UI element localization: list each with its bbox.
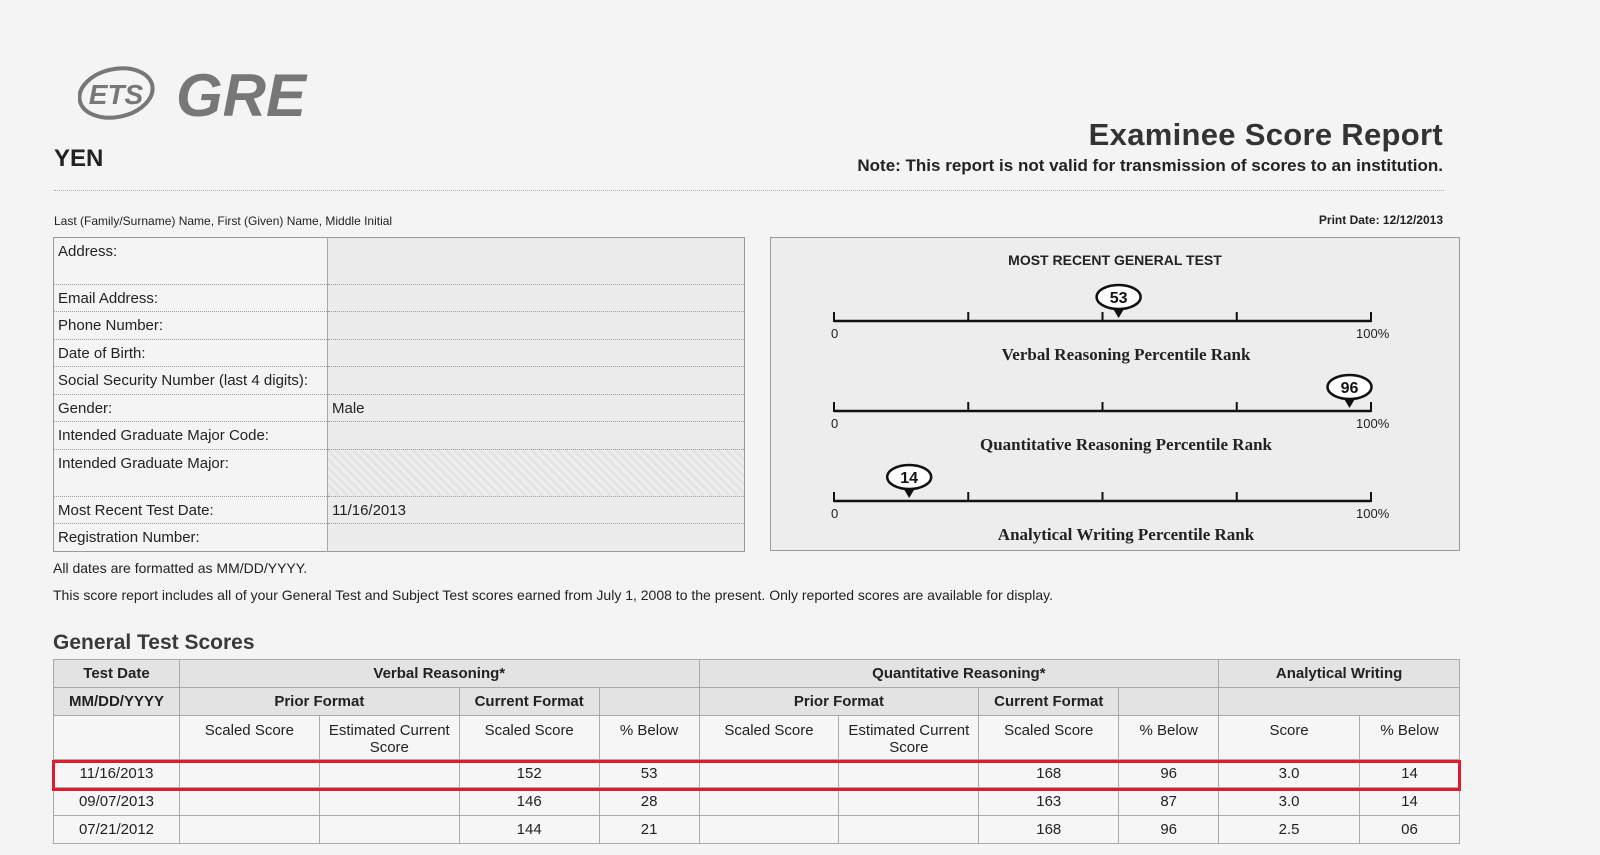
info-value-redacted — [328, 449, 745, 496]
cell-v-scaled: 146 — [459, 788, 599, 816]
report-title: Examinee Score Report — [1088, 117, 1443, 152]
info-label: Registration Number: — [54, 524, 328, 552]
cell-w-score: 3.0 — [1219, 760, 1360, 788]
general-test-scores-table — [53, 659, 1460, 844]
cell-w-below: 14 — [1360, 788, 1460, 816]
cell-q-below: 87 — [1119, 788, 1219, 816]
cell-v-below: 21 — [599, 816, 699, 844]
info-value — [328, 367, 745, 395]
report-note: Note: This report is not valid for transmission of scores to an institution. — [857, 156, 1443, 175]
percentile-marker-value: 96 — [1340, 380, 1359, 397]
header-writing: Analytical Writing — [1219, 660, 1460, 688]
header-divider — [54, 190, 1444, 191]
cell-date: 09/07/2013 — [54, 788, 180, 816]
header-verbal-prior: Prior Format — [179, 688, 459, 716]
cell-v-prior — [179, 816, 319, 844]
header-test-date: Test Date — [54, 660, 180, 688]
info-label: Social Security Number (last 4 digits): — [54, 367, 328, 395]
name-caption: Last (Family/Surname) Name, First (Given) Name, Middle Initial — [54, 214, 393, 228]
scale-min-label: 0 — [831, 416, 839, 431]
header-row-columns — [54, 716, 1460, 760]
logo-ets-text: ETS — [88, 79, 144, 110]
info-row-gender — [54, 394, 745, 422]
info-row-major-code — [54, 422, 745, 450]
percentile-marker-pointer — [1344, 398, 1356, 408]
cell-date: 07/21/2012 — [54, 816, 180, 844]
info-value — [328, 339, 745, 367]
table-row — [54, 788, 1460, 816]
cell-q-est — [839, 788, 979, 816]
cell-v-est — [319, 788, 459, 816]
cell-q-scaled: 168 — [979, 760, 1119, 788]
info-value: 11/16/2013 — [328, 496, 745, 524]
logo-gre-text: GRE — [176, 62, 307, 129]
header-quant-current: Current Format — [979, 688, 1119, 716]
percentile-marker-pointer — [1113, 308, 1125, 318]
col-verbal-estimated: Estimated Current Score — [319, 716, 459, 760]
scale-max-label: 100% — [1356, 506, 1390, 521]
info-value — [328, 524, 745, 552]
cell-w-below: 14 — [1360, 760, 1460, 788]
percentile-scale-label: Quantitative Reasoning Percentile Rank — [980, 435, 1272, 454]
header-empty — [1219, 688, 1460, 716]
cell-w-below: 06 — [1360, 816, 1460, 844]
info-value — [328, 312, 745, 340]
cell-v-est — [319, 760, 459, 788]
cell-q-prior — [699, 788, 839, 816]
info-value — [328, 238, 745, 285]
info-label: Gender: — [54, 394, 328, 422]
percentile-scale-label: Verbal Reasoning Percentile Rank — [1001, 345, 1251, 364]
header-row-sections — [54, 660, 1460, 688]
header-row-formats — [54, 688, 1460, 716]
col-quant-below: % Below — [1119, 716, 1219, 760]
cell-v-below: 28 — [599, 788, 699, 816]
scale-min-label: 0 — [831, 506, 839, 521]
header-verbal: Verbal Reasoning* — [179, 660, 699, 688]
cell-q-prior — [699, 816, 839, 844]
cell-date: 11/16/2013 — [54, 760, 180, 788]
info-label: Most Recent Test Date: — [54, 496, 328, 524]
print-date: Print Date: 12/12/2013 — [1318, 213, 1443, 227]
cell-q-below: 96 — [1119, 816, 1219, 844]
info-label: Intended Graduate Major: — [54, 449, 328, 496]
cell-w-score: 2.5 — [1219, 816, 1360, 844]
cell-v-scaled: 144 — [459, 816, 599, 844]
info-row-email — [54, 284, 745, 312]
col-verbal-scaled: Scaled Score — [459, 716, 599, 760]
cell-q-est — [839, 760, 979, 788]
cell-v-prior — [179, 788, 319, 816]
cell-w-score: 3.0 — [1219, 788, 1360, 816]
table-row — [54, 816, 1460, 844]
general-test-scores-title: General Test Scores — [53, 631, 255, 654]
table-row — [54, 760, 1460, 788]
col-quant-estimated: Estimated Current Score — [839, 716, 979, 760]
info-value: Male — [328, 394, 745, 422]
scale-max-label: 100% — [1356, 416, 1390, 431]
percentile-marker-value: 14 — [900, 470, 919, 487]
cell-v-below: 53 — [599, 760, 699, 788]
candidate-name: YEN — [54, 145, 104, 172]
col-verbal-prior-scaled: Scaled Score — [179, 716, 319, 760]
col-quant-prior-scaled: Scaled Score — [699, 716, 839, 760]
percentile-scales — [771, 238, 1461, 552]
header-empty — [54, 716, 180, 760]
info-row-test-date — [54, 496, 745, 524]
info-row-registration — [54, 524, 745, 552]
col-verbal-below: % Below — [599, 716, 699, 760]
percentile-marker-value: 53 — [1109, 290, 1128, 307]
ets-gre-logo — [78, 60, 318, 130]
col-quant-scaled: Scaled Score — [979, 716, 1119, 760]
col-writing-below: % Below — [1360, 716, 1460, 760]
percentile-panel — [770, 237, 1460, 551]
info-value — [328, 422, 745, 450]
cell-v-est — [319, 816, 459, 844]
cell-q-prior — [699, 760, 839, 788]
cell-v-prior — [179, 760, 319, 788]
header-empty — [1119, 688, 1219, 716]
scale-min-label: 0 — [831, 326, 839, 341]
info-label: Email Address: — [54, 284, 328, 312]
header-quant: Quantitative Reasoning* — [699, 660, 1219, 688]
scale-max-label: 100% — [1356, 326, 1390, 341]
cell-q-scaled: 168 — [979, 816, 1119, 844]
cell-q-scaled: 163 — [979, 788, 1119, 816]
header-verbal-current: Current Format — [459, 688, 599, 716]
cell-q-below: 96 — [1119, 760, 1219, 788]
scope-note: This score report includes all of your General Test and Subject Test scores earned from July 1, 2008 to the present. Only reported scores are available for display. — [53, 587, 1053, 603]
percentile-marker-pointer — [903, 488, 915, 498]
info-row-major — [54, 449, 745, 496]
info-label: Phone Number: — [54, 312, 328, 340]
dates-note: All dates are formatted as MM/DD/YYYY. — [53, 560, 308, 576]
personal-info-table — [53, 237, 745, 552]
col-writing-score: Score — [1219, 716, 1360, 760]
info-row-phone — [54, 312, 745, 340]
info-row-address — [54, 238, 745, 285]
cell-v-scaled: 152 — [459, 760, 599, 788]
info-row-dob — [54, 339, 745, 367]
percentile-scale-label: Analytical Writing Percentile Rank — [997, 525, 1255, 544]
info-label: Address: — [54, 238, 328, 285]
info-value — [328, 284, 745, 312]
cell-q-est — [839, 816, 979, 844]
percentile-panel-title: MOST RECENT GENERAL TEST — [1008, 252, 1222, 268]
header-date-format: MM/DD/YYYY — [54, 688, 180, 716]
header-empty — [599, 688, 699, 716]
info-label: Date of Birth: — [54, 339, 328, 367]
info-row-ssn — [54, 367, 745, 395]
info-label: Intended Graduate Major Code: — [54, 422, 328, 450]
header-quant-prior: Prior Format — [699, 688, 979, 716]
